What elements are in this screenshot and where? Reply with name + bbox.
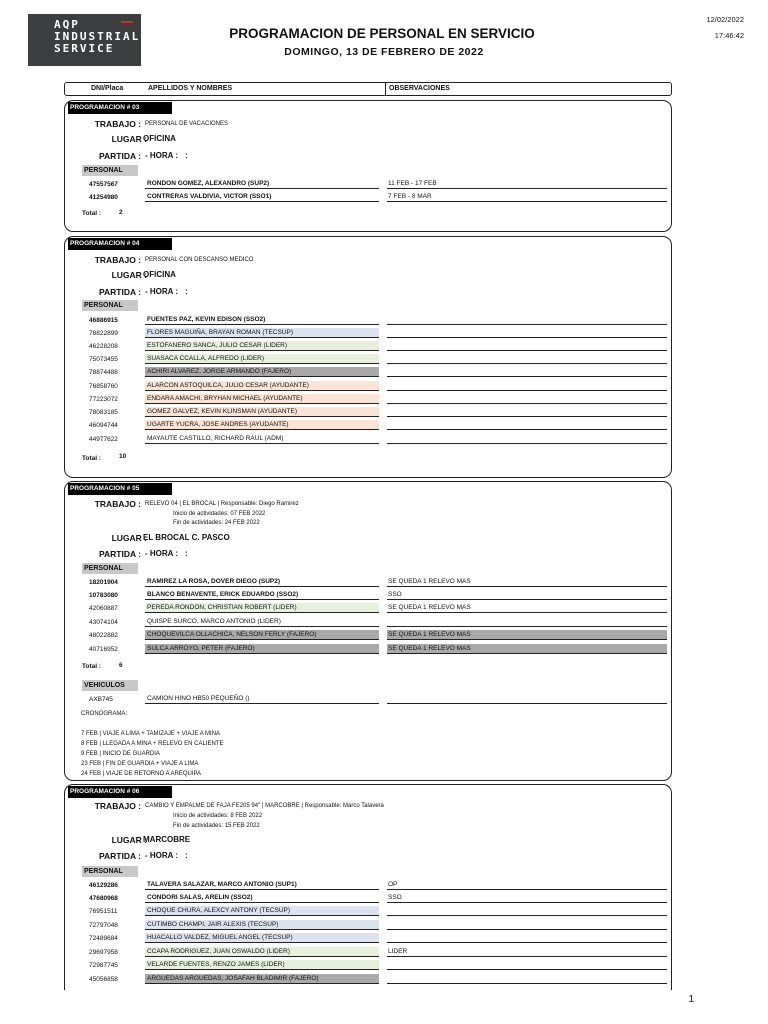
total-label: Total :	[82, 455, 102, 462]
name-cell: GOMEZ GALVEZ, KEVIN KLINSMAN (AYUDANTE)	[145, 407, 379, 417]
trabajo-label: TRABAJO :	[94, 119, 141, 129]
lugar-label: LUGAR :	[111, 533, 147, 543]
name-cell: CHOQUE CHURA, ALEXCY ANTONY (TECSUP)	[145, 906, 379, 916]
table-row	[65, 367, 673, 379]
obs-cell	[387, 328, 667, 338]
document-title: PROGRAMACION DE PERSONAL EN SERVICIO	[229, 26, 535, 41]
trabajo-label: TRABAJO :	[94, 801, 141, 811]
obs-cell	[387, 367, 667, 377]
logo-line-3: SERVICE	[54, 42, 115, 55]
table-row	[65, 960, 673, 972]
cronograma-item: 8 FEB | LLEGADA A MINA + RELEVO EN CALIENTE	[81, 741, 224, 747]
col-dni: DNI/Placa	[91, 85, 124, 92]
obs-cell: 7 FEB - 8 MAR	[387, 192, 667, 202]
print-time: 17:46:42	[714, 31, 744, 40]
obs-cell	[387, 354, 667, 364]
lugar-value: EL BROCAL C. PASCO	[143, 533, 230, 542]
logo-line-2: INDUSTRIAL	[54, 30, 141, 43]
column-header	[64, 82, 672, 96]
table-row	[65, 434, 673, 446]
name-cell: FLORES MAGUIÑA, BRAYAN ROMAN (TECSUP)	[145, 328, 379, 338]
section-programacion-06	[64, 784, 672, 990]
dni-cell: 78822899	[89, 330, 118, 337]
table-row	[65, 906, 673, 918]
obs-cell	[387, 694, 667, 704]
obs-cell	[387, 974, 667, 984]
dni-cell: 46228208	[89, 343, 118, 350]
dni-cell: 45056858	[89, 976, 118, 983]
table-row	[65, 880, 673, 892]
table-row	[65, 947, 673, 959]
dni-cell: 46094744	[89, 422, 118, 429]
cronograma-item: 7 FEB | VIAJE A LIMA + TAMIZAJE + VIAJE A MINA	[81, 731, 221, 737]
table-row	[65, 179, 673, 191]
table-row	[65, 893, 673, 905]
section-programacion-05	[64, 481, 672, 781]
dni-cell: 18201904	[89, 579, 118, 586]
table-row	[65, 354, 673, 366]
personal-tag: PERSONAL	[82, 563, 138, 574]
name-cell: FUENTES PAZ, KEVIN EDISON (SSO2)	[145, 315, 379, 325]
section-label: PROGRAMACION # 06	[68, 786, 172, 798]
table-row	[65, 644, 673, 656]
logo-line-1: AQP	[54, 18, 80, 31]
obs-cell: SSO	[387, 893, 667, 903]
lugar-value: OFICINA	[143, 134, 176, 143]
table-row	[65, 192, 673, 204]
hora-label: - HORA :	[145, 287, 179, 296]
partida-label: PARTIDA :	[98, 851, 141, 861]
section-label: PROGRAMACION # 04	[68, 238, 172, 250]
cronograma-item: 24 FEB | VIAJE DE RETORNO A AREQUIPA	[81, 771, 202, 777]
obs-cell	[387, 420, 667, 430]
dni-cell: 76858760	[89, 383, 118, 390]
name-cell: CONDORI SALAS, ARELIN (SSO2)	[145, 893, 379, 903]
col-observaciones: OBSERVACIONES	[385, 83, 450, 95]
trabajo-label: TRABAJO :	[94, 255, 141, 265]
table-row	[65, 341, 673, 353]
col-names: APELLIDOS Y NOMBRES	[148, 85, 233, 92]
name-cell: SULCA ARROYO, PETER (FAJERO)	[145, 644, 379, 654]
name-cell: RAMIREZ LA ROSA, DOVER DIEGO (SUP2)	[145, 577, 379, 587]
page-number: 1	[688, 994, 694, 1005]
cronograma-item: 9 FEB | INICIO DE GUARDIA	[81, 751, 160, 757]
fin-actividades: Fin de actividades: 15 FEB 2022	[173, 823, 260, 829]
table-row	[65, 420, 673, 432]
vehicle-row	[65, 694, 673, 706]
table-row	[65, 315, 673, 327]
trabajo-value: PERSONAL CON DESCANSO MEDICO	[145, 257, 254, 263]
obs-cell: SSO	[387, 590, 667, 600]
name-cell: SUASACA CCALLA, ALFREDO (LIDER)	[145, 354, 379, 364]
hora-value: :	[185, 151, 188, 160]
table-row	[65, 603, 673, 615]
logo-accent-bar	[121, 21, 133, 23]
fin-actividades: Fin de actividades: 24 FEB 2022	[173, 520, 260, 526]
partida-label: PARTIDA :	[98, 287, 141, 297]
total-value: 10	[119, 453, 127, 460]
table-row	[65, 328, 673, 340]
dni-cell: 72797048	[89, 922, 118, 929]
name-cell: ENDARA AMACHI, BRYHAN MICHAEL (AYUDANTE)	[145, 394, 379, 404]
obs-cell: SE QUEDA 1 RELEVO MAS	[387, 577, 667, 587]
document-subtitle: DOMINGO, 13 DE FEBRERO DE 2022	[284, 46, 484, 58]
dni-cell: 42060887	[89, 605, 118, 612]
dni-cell: 47557567	[89, 181, 118, 188]
hora-label: - HORA :	[145, 851, 179, 860]
name-cell: RONDON GOMEZ, ALEXANDRO (SUP2)	[145, 179, 379, 189]
obs-cell	[387, 381, 667, 391]
lugar-label: LUGAR :	[111, 835, 147, 845]
hora-label: - HORA :	[145, 151, 179, 160]
partida-label: PARTIDA :	[98, 549, 141, 559]
obs-cell	[387, 617, 667, 627]
cronograma-label: CRONOGRAMA:	[81, 711, 128, 717]
personal-tag: PERSONAL	[82, 165, 138, 176]
dni-cell: 46129286	[89, 882, 118, 889]
name-cell: ESTOFANERO SANCA, JULIO CESAR (LIDER)	[145, 341, 379, 351]
name-cell: ARGUEDAS ARGUEDAS, JOSAFAH BLADIMIR (FAJERO)	[145, 974, 379, 984]
obs-cell: SE QUEDA 1 RELEVO MAS	[387, 644, 667, 654]
dni-cell: 43074104	[89, 619, 118, 626]
section-label: PROGRAMACION # 03	[68, 102, 172, 114]
section-label: PROGRAMACION # 05	[68, 483, 172, 495]
dni-cell: 78083185	[89, 409, 118, 416]
dni-cell: 72489684	[89, 935, 118, 942]
obs-cell: OP	[387, 880, 667, 890]
name-cell: CONTRERAS VALDIVIA, VICTOR (SSO1)	[145, 192, 379, 202]
inicio-actividades: Inicio de actividades: 07 FEB 2022	[173, 511, 266, 517]
obs-cell: SE QUEDA 1 RELEVO MAS	[387, 630, 667, 640]
obs-cell	[387, 341, 667, 351]
name-cell: BLANCO BENAVENTE, ERICK EDUARDO (SSO2)	[145, 590, 379, 600]
obs-cell	[387, 906, 667, 916]
vehiculos-tag: VEHICULOS	[82, 680, 138, 691]
name-cell: TALAVERA SALAZAR, MARCO ANTONIO (SUP1)	[145, 880, 379, 890]
obs-cell: SE QUEDA 1 RELEVO MAS	[387, 603, 667, 613]
name-cell: UGARTE YUCRA, JOSE ANDRES (AYUDANTE)	[145, 420, 379, 430]
obs-cell: 11 FEB - 17 FEB	[387, 179, 667, 189]
table-row	[65, 630, 673, 642]
placa-cell: AXB745	[89, 696, 113, 703]
name-cell: CUTIMBO CHAMPI, JAIR ALEXIS (TECSUP)	[145, 920, 379, 930]
dni-cell: 72987745	[89, 962, 118, 969]
dni-cell: 48022882	[89, 632, 118, 639]
dni-cell: 40716952	[89, 646, 118, 653]
lugar-label: LUGAR :	[111, 134, 147, 144]
dni-cell: 44977622	[89, 436, 118, 443]
trabajo-value: CAMBIO Y EMPALME DE FAJA FE205 94" | MARCOBRE | Responsable: Marco Talavera	[145, 803, 384, 809]
trabajo-label: TRABAJO :	[94, 499, 141, 509]
table-row	[65, 974, 673, 986]
hora-value: :	[185, 549, 188, 558]
obs-cell	[387, 933, 667, 943]
name-cell: QUISPE SURCO, MARCO ANTONIO (LIDER)	[145, 617, 379, 627]
dni-cell: 29697958	[89, 949, 118, 956]
table-row	[65, 394, 673, 406]
personal-tag: PERSONAL	[82, 866, 138, 877]
section-programacion-04	[64, 236, 672, 478]
vehicle-desc-cell: CAMION HINO HB50 PEQUEÑO ()	[145, 694, 379, 704]
obs-cell: LIDER	[387, 947, 667, 957]
dni-cell: 78874488	[89, 369, 118, 376]
table-row	[65, 407, 673, 419]
obs-cell	[387, 407, 667, 417]
dni-cell: 47680968	[89, 895, 118, 902]
obs-cell	[387, 920, 667, 930]
trabajo-value: RELEVO 04 | EL BROCAL | Responsable: Diego Ramirez	[145, 501, 299, 507]
total-label: Total :	[82, 210, 102, 217]
section-programacion-03	[64, 100, 672, 232]
name-cell: ALARCON ASTOQUILCA, JULIO CESAR (AYUDANTE)	[145, 381, 379, 391]
dni-cell: 77223072	[89, 396, 118, 403]
hora-value: :	[185, 851, 188, 860]
name-cell: CCAPA RODRIGUEZ, JUAN OSWALDO (LIDER)	[145, 947, 379, 957]
total-value: 6	[119, 662, 123, 669]
table-row	[65, 617, 673, 629]
lugar-value: OFICINA	[143, 270, 176, 279]
name-cell: HUACALLO VALDEZ, MIGUEL ANGEL (TECSUP)	[145, 933, 379, 943]
name-cell: CHOQUEVILCA OLLACHICA, NELSON FERLY (FAJERO)	[145, 630, 379, 640]
personal-tag: PERSONAL	[82, 300, 138, 311]
dni-cell: 10783080	[89, 592, 118, 599]
name-cell: MAYAUTE CASTILLO, RICHARD RAUL (ADM)	[145, 434, 379, 444]
obs-cell	[387, 434, 667, 444]
table-row	[65, 577, 673, 589]
print-date: 12/02/2022	[706, 15, 744, 24]
total-label: Total :	[82, 663, 102, 670]
table-row	[65, 381, 673, 393]
name-cell: VELARDE FUENTES, RENZO JAMES (LIDER)	[145, 960, 379, 970]
dni-cell: 75073455	[89, 356, 118, 363]
table-row	[65, 920, 673, 932]
hora-value: :	[185, 287, 188, 296]
table-row	[65, 933, 673, 945]
name-cell: PEREDA RONDON, CHRISTIAN ROBERT (LIDER)	[145, 603, 379, 613]
hora-label: - HORA :	[145, 549, 179, 558]
partida-label: PARTIDA :	[98, 151, 141, 161]
inicio-actividades: Inicio de actividades: 8 FEB 2022	[173, 813, 263, 819]
dni-cell: 76951511	[89, 908, 118, 915]
dni-cell: 46886915	[89, 317, 118, 324]
lugar-label: LUGAR :	[111, 270, 147, 280]
name-cell: ACHIRI ALVAREZ, JORGE ARMANDO (FAJERO)	[145, 367, 379, 377]
trabajo-value: PERSONAL DE VACACIONES	[145, 121, 229, 127]
dni-cell: 41254980	[89, 194, 118, 201]
total-value: 2	[119, 209, 123, 216]
table-row	[65, 590, 673, 602]
obs-cell	[387, 960, 667, 970]
obs-cell	[387, 315, 667, 325]
cronograma-item: 23 FEB | FIN DE GUARDIA + VIAJE A LIMA	[81, 761, 199, 767]
lugar-value: MARCOBRE	[143, 835, 191, 844]
obs-cell	[387, 394, 667, 404]
